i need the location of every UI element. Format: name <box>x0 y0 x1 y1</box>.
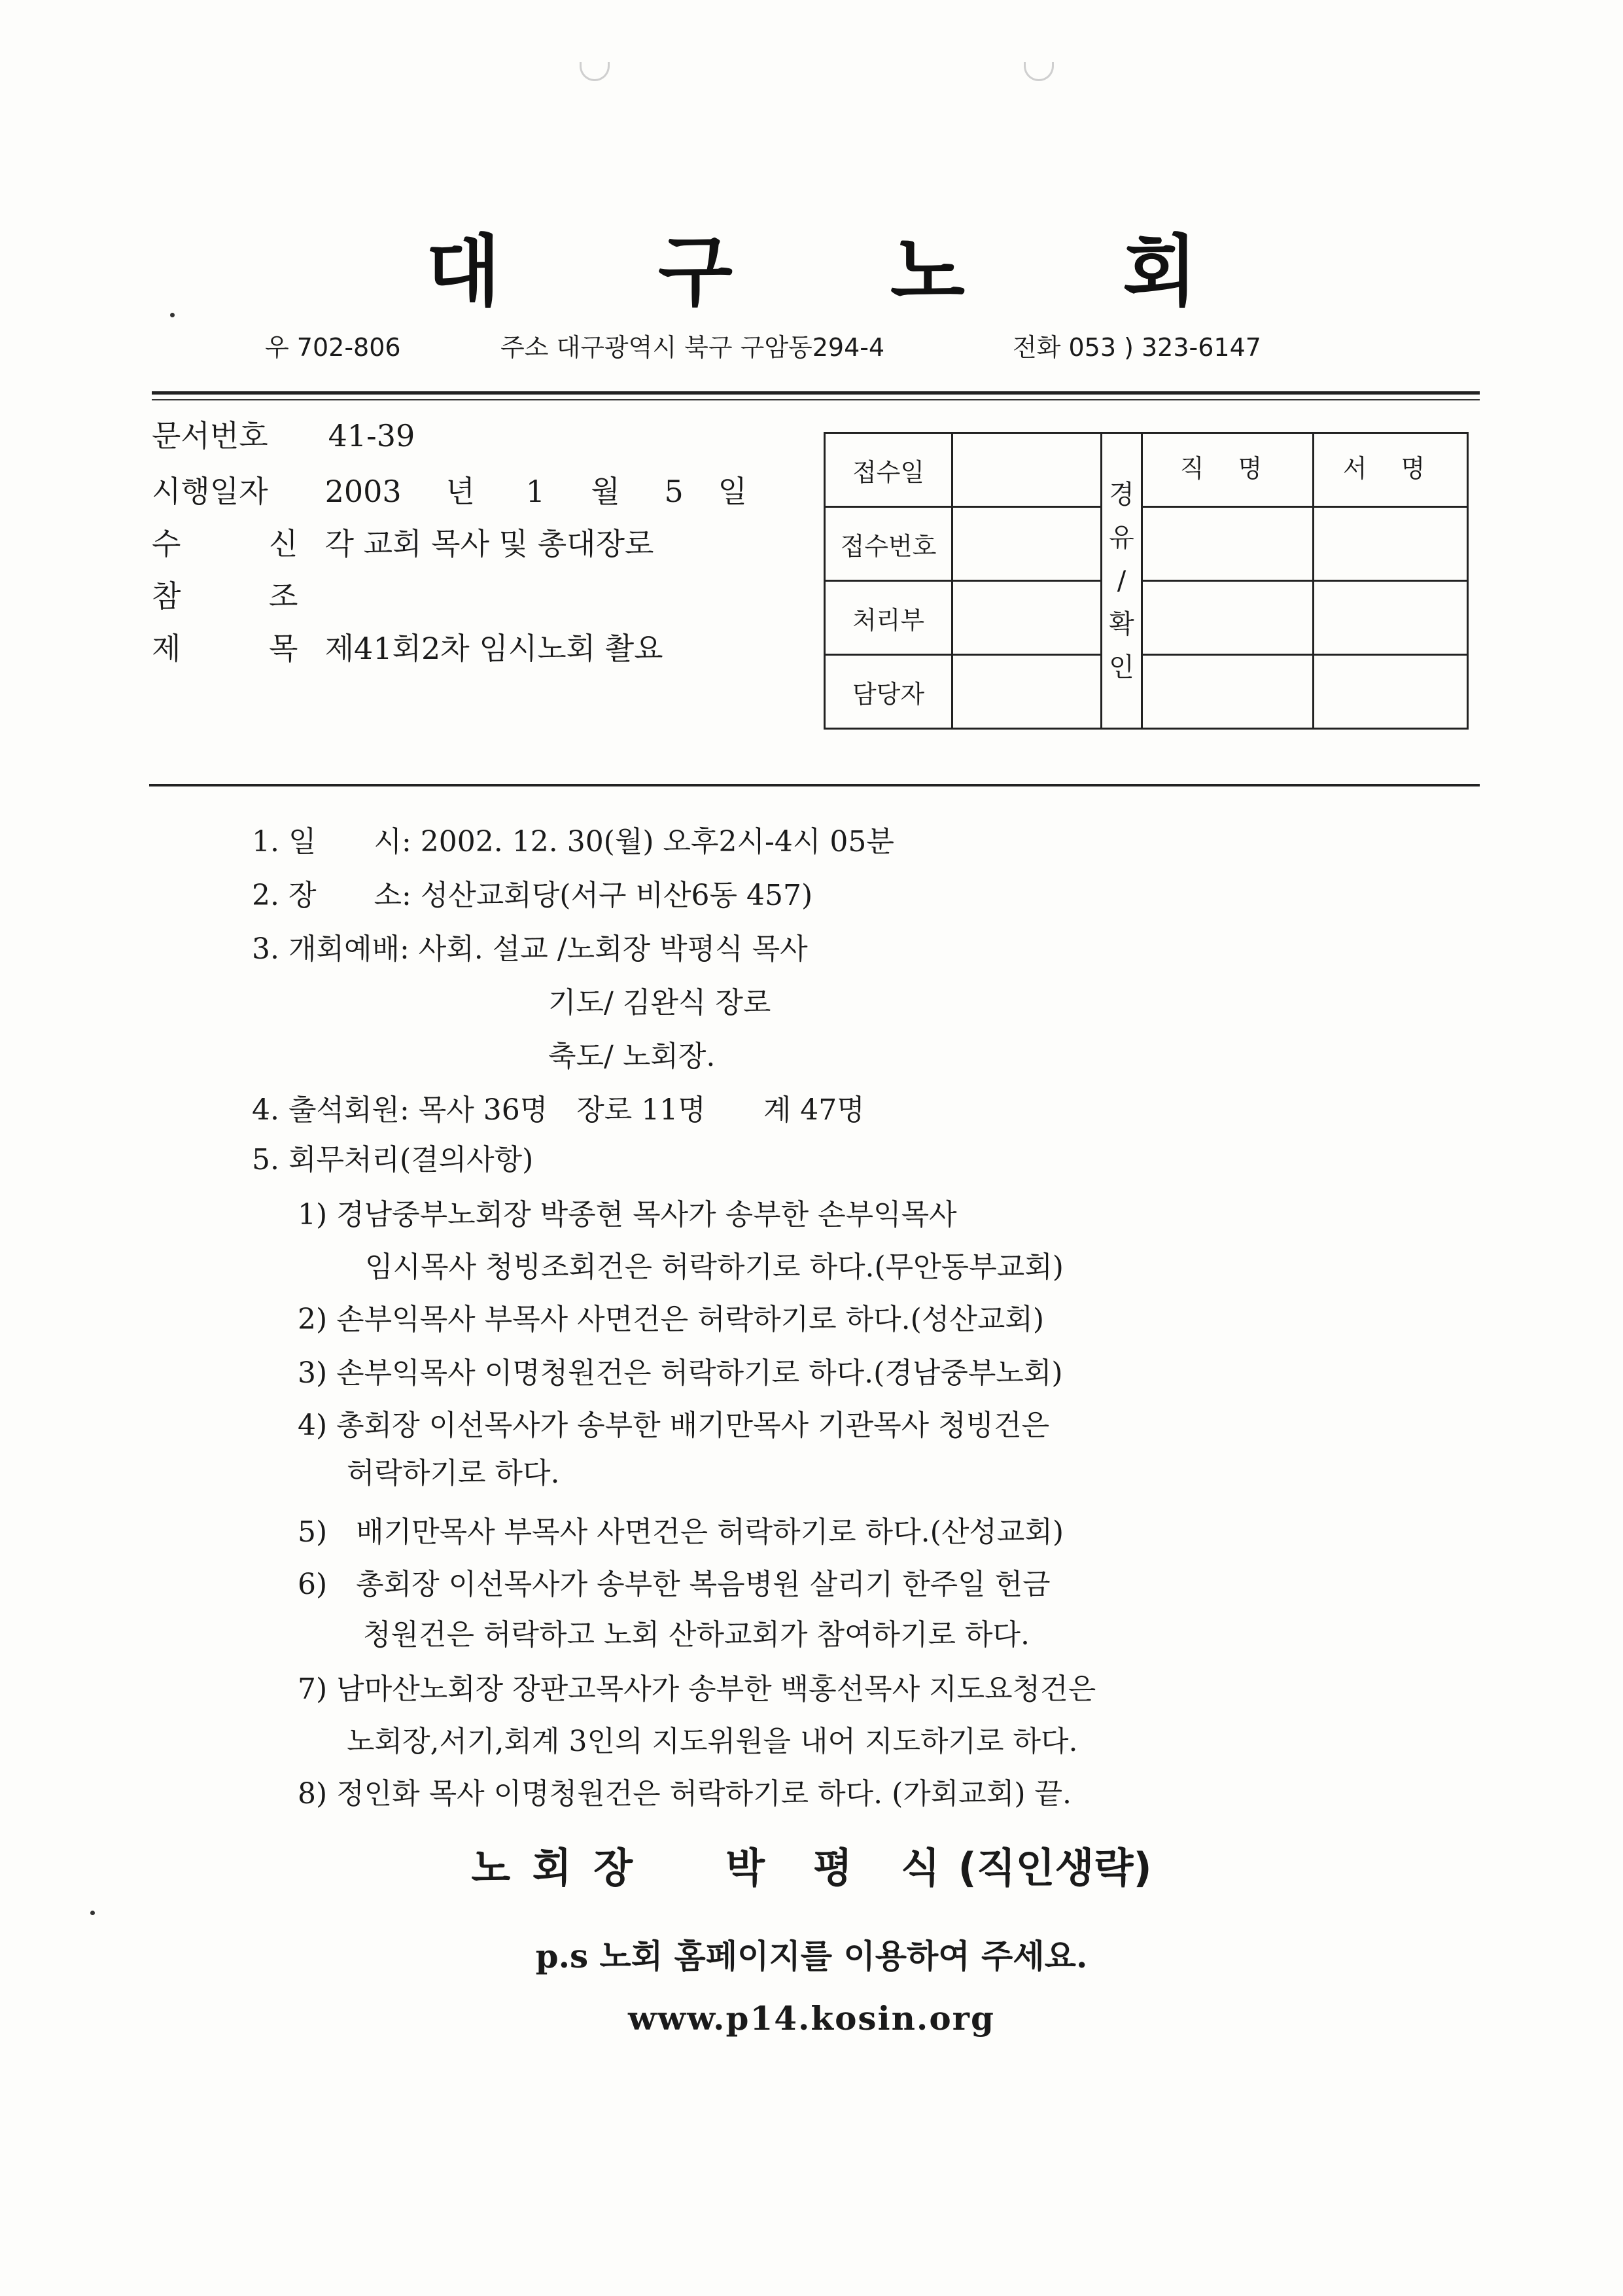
subject: 제41회2차 임시노회 촬요 <box>324 631 663 666</box>
received-number-label: 접수번호 <box>825 507 952 581</box>
person-in-charge-cell <box>952 655 1102 729</box>
date-month: 1 <box>525 474 546 509</box>
signature-cell <box>1314 581 1468 655</box>
address: 주소 대구광역시 북구 구암동294-4 <box>500 333 885 362</box>
position-cell <box>1142 581 1314 655</box>
postal-code: 우 702-806 <box>265 333 401 362</box>
signature-cell <box>1314 507 1468 581</box>
processing-dept-label: 처리부 <box>825 581 952 655</box>
via-char: 경 <box>1109 479 1134 510</box>
resolution-6-cont: 청원건은 허락하고 노회 산하교회가 참여하기로 하다. <box>363 1618 1030 1651</box>
resolution-4: 4) 총회장 이선목사가 송부한 배기만목사 기관목사 청빙건은 <box>298 1409 1050 1442</box>
date-day: 5 <box>664 474 684 509</box>
punch-hole-right <box>1024 62 1054 81</box>
date-year-unit: 년 <box>445 474 475 509</box>
doc-number-label: 문서번호 <box>152 418 268 453</box>
recipient-row <box>152 520 654 563</box>
processing-dept-cell <box>952 581 1102 655</box>
recipient-label: 수 신 <box>152 526 338 561</box>
doc-number: 41-39 <box>328 418 415 453</box>
resolution-1: 1) 경남중부노회장 박종현 목사가 송부한 손부익목사 <box>298 1198 957 1231</box>
resolution-7: 7) 남마산노회장 장판고목사가 송부한 백홍선목사 지도요청건은 <box>298 1672 1096 1706</box>
subject-row <box>152 625 663 668</box>
recipient: 각 교회 목사 및 총대장로 <box>324 526 654 561</box>
seal-note: (직인생략) <box>958 1844 1152 1892</box>
person-in-charge-label: 담당자 <box>825 655 952 729</box>
reference-row <box>152 573 338 616</box>
signature-cell <box>1314 655 1468 729</box>
website-link[interactable]: www.p14.kosin.org <box>627 1999 995 2038</box>
resolution-2: 2) 손부익목사 부목사 사면건은 허락하기로 하다.(성산교회) <box>298 1303 1044 1336</box>
via-confirm-label <box>1102 433 1142 729</box>
item-worship-blessing: 축도/ 노회장. <box>548 1040 716 1073</box>
resolution-1-cont: 임시목사 청빙조회건은 허락하기로 하다.(무안동부교회) <box>365 1250 1064 1284</box>
signatory: 노 회 장 박 평 식 <box>471 1844 944 1892</box>
header-rule-thin <box>152 399 1480 400</box>
approval-table <box>824 432 1469 730</box>
resolution-7-cont: 노회장,서기,회계 3인의 지도위원을 내어 지도하기로 하다. <box>347 1725 1078 1758</box>
item-datetime: 1. 일 시: 2002. 12. 30(월) 오후2시-4시 05분 <box>252 825 894 858</box>
postscript: p.s 노회 홈페이지를 이용하여 주세요. <box>535 1937 1088 1975</box>
resolution-3: 3) 손부익목사 이명청원건은 허락하기로 하다.(경남중부노회) <box>298 1356 1063 1390</box>
doc-number-row <box>152 412 415 455</box>
received-number-cell <box>952 507 1102 581</box>
resolution-8: 8) 정인화 목사 이명청원건은 허락하기로 하다. (가회교회) 끝. <box>298 1777 1072 1810</box>
item-attendance: 4. 출석회원: 목사 36명 장로 11명 계 47명 <box>252 1093 865 1127</box>
via-char: 인 <box>1109 652 1134 682</box>
item-place: 2. 장 소: 성산교회당(서구 비산6동 457) <box>252 879 813 912</box>
document-title: 대 구 노 회 <box>425 226 1263 317</box>
date-label: 시행일자 <box>152 474 268 509</box>
speck <box>90 1911 95 1915</box>
date-day-unit: 일 <box>718 474 747 509</box>
date-row <box>152 468 759 511</box>
item-resolutions: 5. 회무처리(결의사항) <box>252 1143 534 1176</box>
phone: 전화 053 ) 323-6147 <box>1013 333 1261 362</box>
date-month-unit: 월 <box>591 474 620 509</box>
body-rule <box>149 784 1480 786</box>
signature-line <box>0 1835 1623 1894</box>
item-worship: 3. 개회예배: 사회. 설교 /노회장 박평식 목사 <box>252 932 808 966</box>
position-cell <box>1142 507 1314 581</box>
position-cell <box>1142 655 1314 729</box>
via-char: 유 <box>1109 522 1134 553</box>
item-worship-prayer: 기도/ 김완식 장로 <box>548 986 771 1019</box>
resolution-4-cont: 허락하기로 하다. <box>347 1457 560 1490</box>
header-rule <box>152 391 1480 395</box>
reference-label: 참 조 <box>152 578 338 614</box>
resolution-6: 6) 총회장 이선목사가 송부한 복음병원 살리기 한주일 헌금 <box>298 1568 1051 1601</box>
resolution-5: 5) 배기만목사 부목사 사면건은 허락하기로 하다.(산성교회) <box>298 1515 1064 1549</box>
position-header: 직 명 <box>1142 433 1314 507</box>
received-date-label: 접수일 <box>825 433 952 507</box>
subject-label: 제 목 <box>152 631 338 666</box>
signature-header: 서 명 <box>1314 433 1468 507</box>
punch-hole-left <box>580 62 610 81</box>
via-char: / <box>1117 565 1126 596</box>
via-char: 확 <box>1109 609 1134 639</box>
received-date-cell <box>952 433 1102 507</box>
date-year: 2003 <box>324 474 402 509</box>
